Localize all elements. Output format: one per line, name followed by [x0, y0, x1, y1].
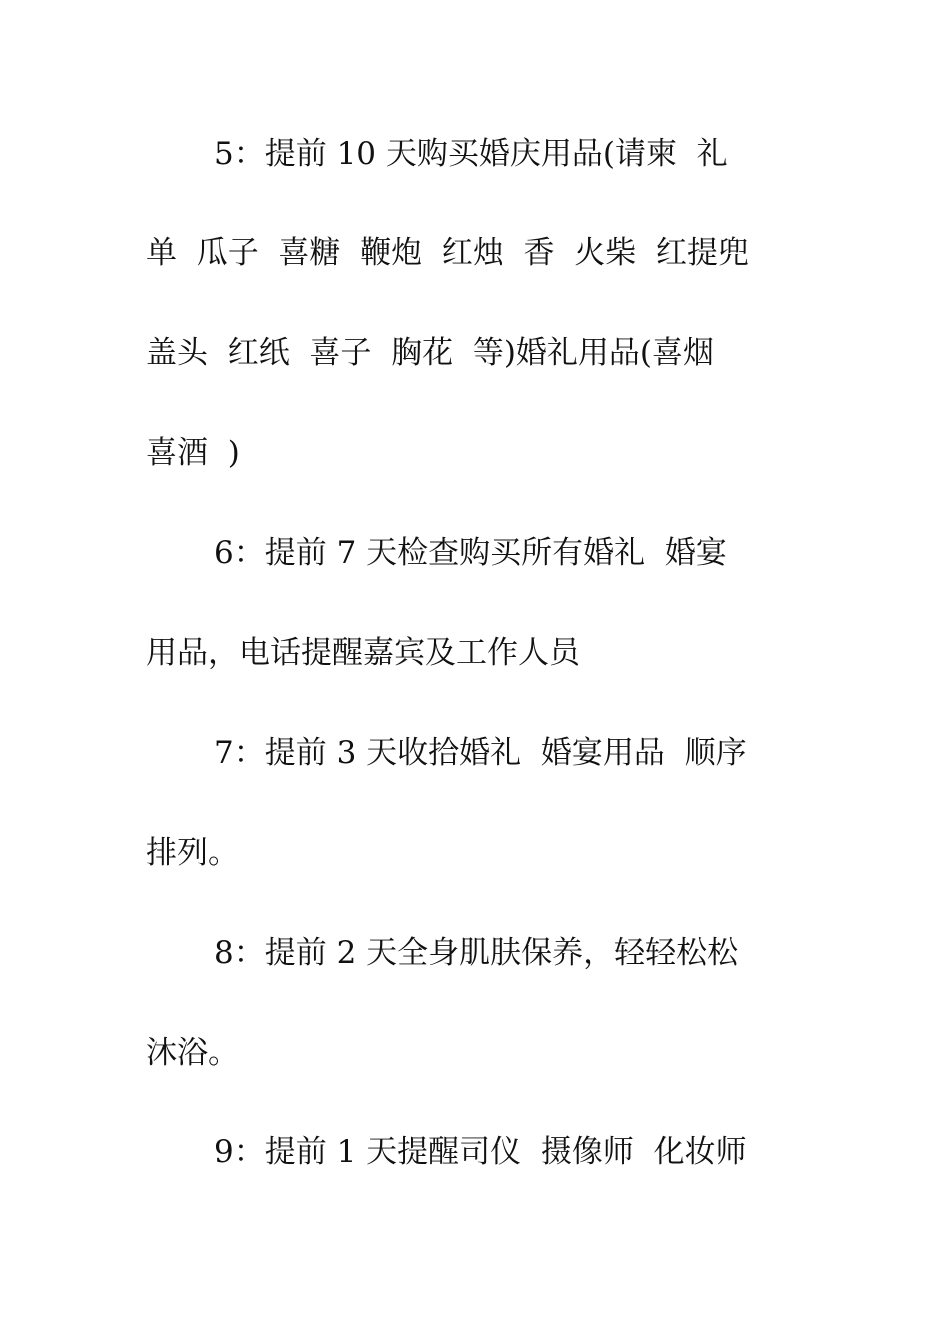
item-5-line-2: 单 瓜子 喜糖 鞭炮 红烛 香 火柴 红提兜 [146, 235, 749, 271]
item-8-line-1: 8：提前 2 天全身肌肤保养，轻轻松松 [214, 935, 739, 971]
item-5-line-3: 盖头 红纸 喜子 胸花 等)婚礼用品(喜烟 [146, 335, 715, 371]
item-7-line-2: 排列。 [146, 835, 239, 871]
item-6-line-1: 6：提前 7 天检查购买所有婚礼 婚宴 [214, 535, 727, 571]
item-6-line-2: 用品，电话提醒嘉宾及工作人员 [146, 635, 580, 671]
item-5-line-4: 喜酒 ) [146, 435, 240, 471]
item-8-line-2: 沐浴。 [146, 1035, 239, 1071]
item-5-line-1: 5：提前 10 天购买婚庆用品(请柬 礼 [214, 136, 728, 172]
item-9-line-1: 9：提前 1 天提醒司仪 摄像师 化妆师 [214, 1134, 747, 1170]
item-7-line-1: 7：提前 3 天收拾婚礼 婚宴用品 顺序 [214, 735, 747, 771]
